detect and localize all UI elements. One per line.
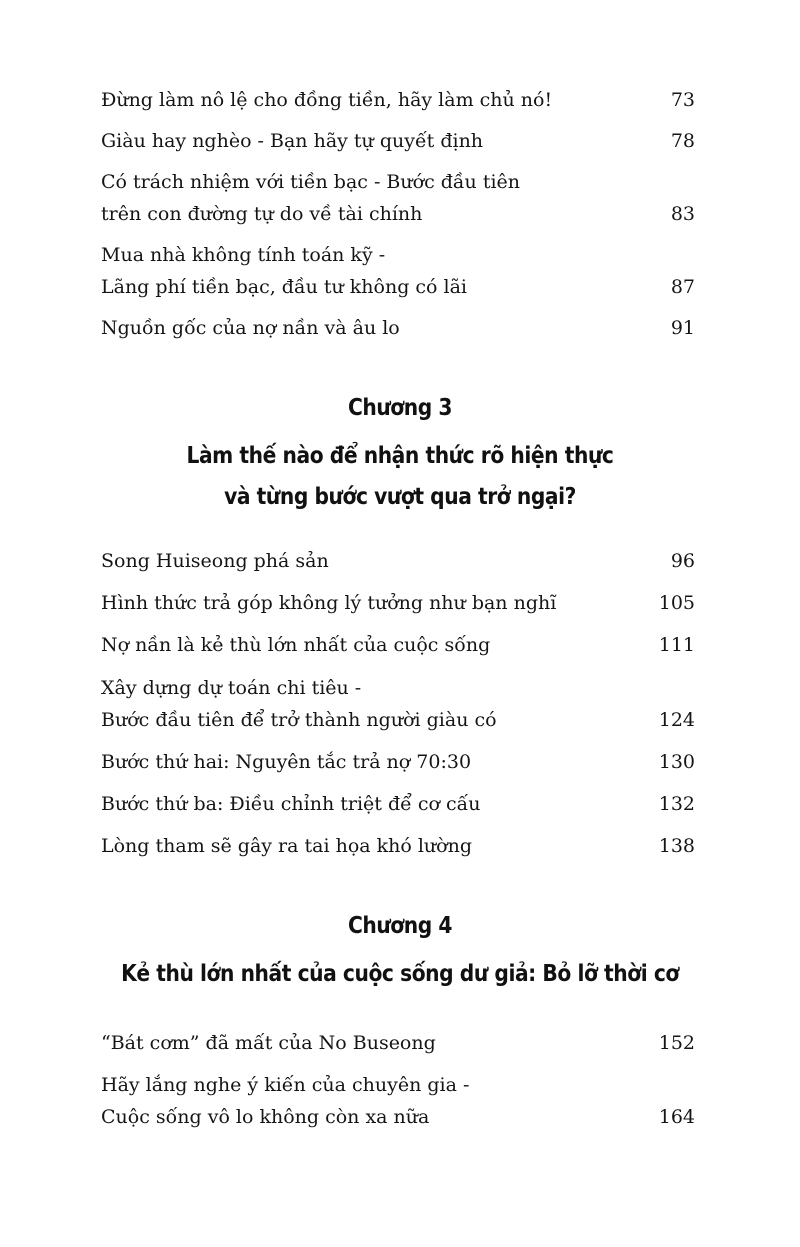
- toc-entry-title: Bước thứ ba: Điều chỉnh triệt để cơ cấu: [101, 793, 481, 815]
- toc-entry-page: 111: [658, 634, 695, 656]
- toc-entry[interactable]: [101, 84, 695, 116]
- toc-entry[interactable]: [101, 545, 695, 577]
- toc-entry-page: 96: [670, 550, 695, 572]
- toc-entry-title: Nợ nần là kẻ thù lớn nhất của cuộc sống: [101, 634, 491, 656]
- toc-entry-title: Nguồn gốc của nợ nần và âu lo: [101, 317, 400, 339]
- toc-entry-title-line2: Bước đầu tiên để trở thành người giàu có: [101, 709, 497, 731]
- toc-entry-page: 152: [658, 1032, 695, 1054]
- toc-entry-title-line1: Mua nhà không tính toán kỹ -: [101, 244, 386, 266]
- toc-entry[interactable]: [101, 746, 695, 778]
- toc-entry-title: Giàu hay nghèo - Bạn hãy tự quyết định: [101, 130, 484, 152]
- toc-entry-title: Song Huiseong phá sản: [101, 550, 329, 572]
- toc-entry[interactable]: [101, 672, 695, 736]
- toc-entry-title: Bước thứ hai: Nguyên tắc trả nợ 70:30: [101, 751, 472, 773]
- toc-entry-page: 91: [670, 317, 695, 339]
- chapter-3-label: Chương 3: [347, 395, 453, 421]
- chapter-3-title-line1: Làm thế nào để nhận thức rõ hiện thực: [186, 443, 614, 469]
- toc-entry-title-line1: Xây dựng dự toán chi tiêu -: [101, 677, 362, 699]
- toc-entry-page: 164: [658, 1106, 695, 1128]
- toc-entry[interactable]: [101, 1027, 695, 1059]
- toc-entry-title-line1: Có trách nhiệm với tiền bạc - Bước đầu tiên: [101, 171, 521, 193]
- toc-entry-title: Đừng làm nô lệ cho đồng tiền, hãy làm chủ nó!: [101, 89, 553, 111]
- toc-entry-page: 78: [670, 130, 695, 152]
- toc-entry-page: 105: [658, 592, 695, 614]
- toc-entry[interactable]: [101, 1069, 695, 1133]
- toc-entry-page: 124: [658, 709, 695, 731]
- toc-entry-page: 87: [670, 276, 695, 298]
- chapter-4-label: Chương 4: [347, 913, 453, 939]
- toc-entry-title: Hình thức trả góp không lý tưởng như bạn nghĩ: [101, 592, 557, 614]
- toc-entry-title-line1: Hãy lắng nghe ý kiến của chuyên gia -: [101, 1074, 470, 1096]
- toc-entry-page: 138: [658, 835, 695, 857]
- toc-entry[interactable]: [101, 788, 695, 820]
- toc-entry[interactable]: [101, 239, 695, 303]
- toc-entry-title: Lòng tham sẽ gây ra tai họa khó lường: [101, 835, 473, 857]
- toc-entry-title-line2: Cuộc sống vô lo không còn xa nữa: [101, 1106, 430, 1128]
- toc-entry[interactable]: [101, 312, 695, 344]
- chapter-4-title-line1: Kẻ thù lớn nhất của cuộc sống dư giả: Bỏ lỡ thời cơ: [121, 961, 679, 987]
- toc-entry-title-line2: trên con đường tự do về tài chính: [101, 203, 423, 225]
- toc-entry-title-line2: Lãng phí tiền bạc, đầu tư không có lãi: [101, 276, 468, 298]
- toc-entry[interactable]: [101, 629, 695, 661]
- toc-entry-page: 83: [670, 203, 695, 225]
- toc-entry[interactable]: [101, 830, 695, 862]
- toc-entry-page: 132: [658, 793, 695, 815]
- toc-entry[interactable]: [101, 166, 695, 230]
- toc-entry-title: “Bát cơm” đã mất của No Buseong: [101, 1032, 436, 1054]
- toc-entry[interactable]: [101, 587, 695, 619]
- toc-entry-page: 130: [658, 751, 695, 773]
- toc-entry[interactable]: [101, 125, 695, 157]
- chapter-3-title-line2: và từng bước vượt qua trở ngại?: [224, 484, 576, 510]
- toc-entry-page: 73: [670, 89, 695, 111]
